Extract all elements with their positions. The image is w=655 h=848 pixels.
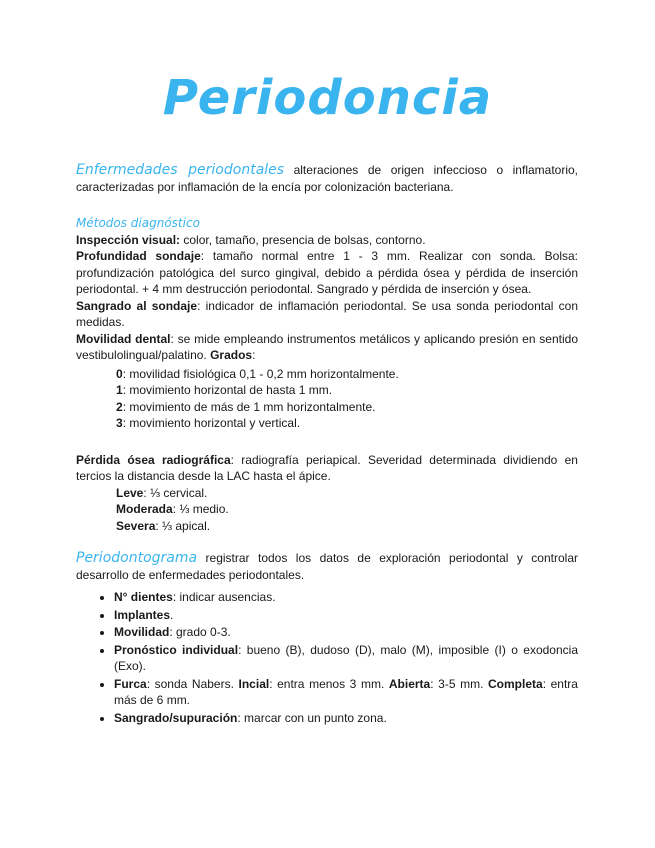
item-label: N° dientes (114, 590, 173, 604)
item-text: : entra más de 6 mm. (114, 676, 578, 707)
item-label: Furca (114, 676, 147, 691)
severity-text: : ⅓ medio. (172, 502, 229, 516)
periodontograma-term: Periodontograma (76, 550, 198, 566)
item-label: Abierta (388, 676, 431, 691)
inspeccion-paragraph (76, 232, 578, 249)
item-label: Sangrado/supuración (114, 710, 238, 725)
list-item (114, 710, 578, 727)
sangrado-paragraph (76, 298, 578, 331)
item-text: : 3-5 mm. (430, 676, 489, 691)
item-text: : bueno (B), dudoso (D), malo (M), imposible (I) o exodoncia (Exo). (114, 642, 578, 673)
item-label: Incial (238, 676, 270, 691)
list-item (114, 642, 578, 675)
severity-text: : ⅓ cervical. (143, 485, 208, 500)
grade-item (116, 399, 578, 416)
grade-text: : movimiento de más de 1 mm horizontalmente. (122, 399, 376, 414)
list-item (114, 607, 578, 624)
item-text: : marcar con un punto zona. (237, 710, 387, 725)
profundidad-text: : tamaño normal entre 1 - 3 mm. Realizar con sonda. Bolsa: profundización patológica del surco gingival, debido a pérdida ósea y pérdida de inserción periodontal. + 4 mm destrucción periodontal. Sangrado y pérdida de inserción y ósea. (76, 249, 579, 296)
intro-paragraph (76, 162, 578, 195)
sangrado-label: Sangrado al sondaje (76, 298, 198, 313)
sangrado-text: : indicador de inflamación periodontal. Se usa sonda periodontal con medidas. (76, 298, 578, 329)
severity-text: : ⅓ apical. (155, 518, 211, 533)
item-label: Completa (488, 676, 543, 691)
grades-list (116, 366, 578, 432)
inspeccion-label: Inspección visual: (76, 232, 181, 247)
grade-text: : movilidad fisiológica 0,1 - 0,2 mm horizontalmente. (122, 366, 399, 381)
item-label: Pronóstico individual (114, 642, 239, 657)
perdida-label: Pérdida ósea radiográfica (76, 452, 231, 467)
grade-item (116, 366, 578, 383)
grade-item (116, 382, 578, 399)
profundidad-label: Profundidad sondaje (76, 249, 201, 263)
item-label: Movilidad (114, 625, 170, 639)
severity-item (116, 501, 578, 518)
document-body (76, 162, 578, 727)
page-title: Periodoncia (162, 70, 493, 126)
perdida-paragraph (76, 452, 578, 485)
item-text: : sonda Nabers. (146, 676, 239, 691)
profundidad-paragraph (76, 248, 578, 298)
periodontograma-text: registrar todos los datos de exploración periodontal y controlar desarrollo de enfermedades periodontales. (76, 551, 578, 582)
methods-heading-text: Métodos diagnóstico (76, 216, 200, 230)
item-text: : indicar ausencias. (172, 590, 276, 604)
periodontograma-paragraph (76, 550, 578, 583)
perdida-text: : radiografía periapical. Severidad determinada dividiendo en tercios la distancia desde la LAC hasta el ápice. (76, 452, 578, 483)
intro-term: Enfermedades periodontales (76, 162, 285, 178)
methods-heading (76, 215, 578, 232)
severity-label: Moderada (116, 502, 173, 516)
severity-item (116, 518, 578, 535)
severity-label: Leve (116, 485, 144, 500)
list-item (114, 624, 578, 641)
item-text: . (170, 607, 174, 622)
inspeccion-text: color, tamaño, presencia de bolsas, contorno. (180, 232, 426, 247)
grade-number: 3 (116, 416, 123, 430)
movilidad-paragraph (76, 331, 578, 364)
severity-label: Severa (116, 518, 156, 533)
grade-number: 2 (116, 399, 123, 414)
grade-number: 0 (116, 366, 123, 381)
item-text: : entra menos 3 mm. (269, 676, 389, 691)
grados-label: Grados (210, 348, 253, 362)
list-item (114, 676, 578, 709)
grade-number: 1 (116, 383, 123, 397)
item-label: Implantes (114, 607, 171, 622)
movilidad-text: : se mide empleando instrumentos metálicos y aplicando presión en sentido vestibulolingual/palatino. (76, 331, 579, 362)
periodontograma-list (76, 589, 578, 726)
grade-item (116, 415, 578, 432)
item-text: : grado 0-3. (169, 625, 231, 639)
list-item (114, 589, 578, 606)
movilidad-label: Movilidad dental (76, 331, 171, 346)
grados-colon: : (252, 348, 256, 362)
intro-text: alteraciones de origen infeccioso o inflamatorio, caracterizadas por inflamación de la encía por colonización bacteriana. (76, 163, 579, 194)
grade-text: : movimiento horizontal de hasta 1 mm. (122, 383, 333, 397)
severity-item (116, 485, 578, 502)
grade-text: : movimiento horizontal y vertical. (122, 416, 301, 430)
severity-list (116, 485, 578, 535)
